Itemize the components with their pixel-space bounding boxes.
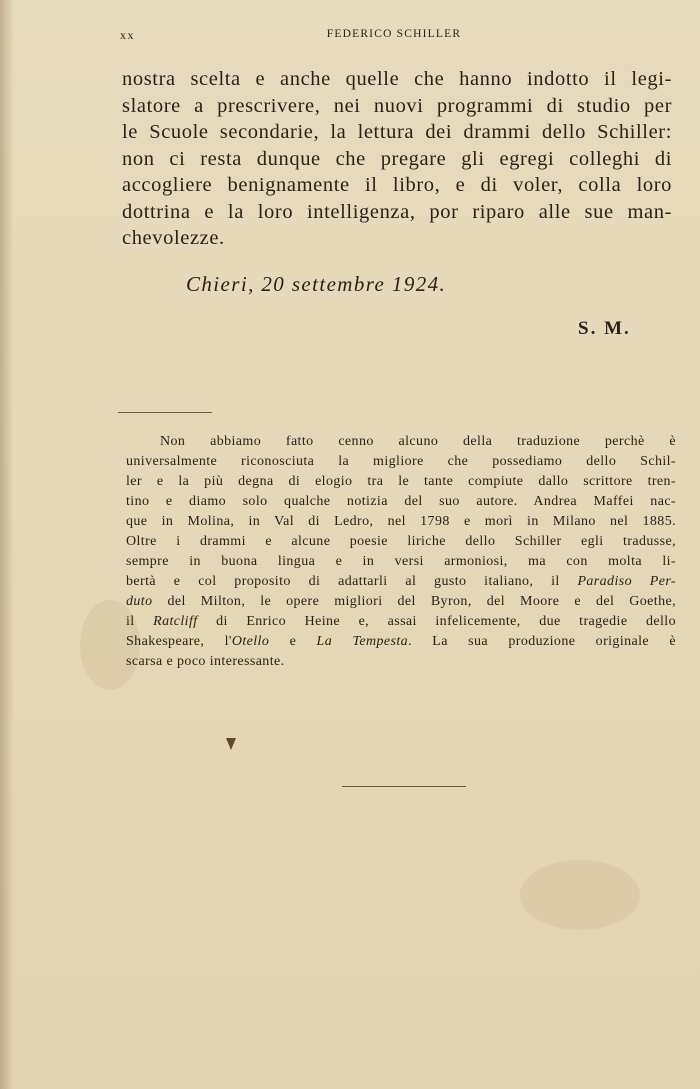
paper-stain <box>520 860 640 930</box>
footnote-line <box>126 632 676 652</box>
footnote-text: scarsa e poco interessante. <box>126 654 285 669</box>
running-title: FEDERICO SCHILLER <box>326 28 462 40</box>
footnote-line <box>126 472 676 492</box>
italic-title: duto <box>126 594 153 609</box>
footnote-text: Oltre i drammi e alcune poesie liriche dello Schiller egli tradusse, <box>126 534 676 549</box>
footnote-line <box>126 492 676 512</box>
footnote-text: Non abbiamo fatto cenno alcuno della traduzione perchè è <box>160 434 676 449</box>
footnote-text: ler e la più degna di elogio tra le tante compiute dallo scrittore tren- <box>126 474 676 489</box>
footnote-line <box>126 552 676 572</box>
italic-title: Ratcliff <box>153 614 198 629</box>
footnote-text: . La sua produzione originale è <box>408 634 676 649</box>
footnote-line <box>126 432 676 452</box>
footnote-rule <box>118 412 212 413</box>
running-head <box>120 28 668 46</box>
body-line: slatore a prescrivere, nei nuovi programmi di studio per <box>122 94 672 117</box>
body-line: accogliere benignamente il libro, e di voler, colla loro <box>122 174 672 196</box>
body-line: le Scuole secondarie, la lettura dei drammi dello Schiller: <box>122 121 672 143</box>
footnote-line <box>126 592 676 612</box>
footnote-text: sempre in buona lingua e in versi armoniosi, ma con molta li- <box>126 554 676 569</box>
italic-title: Paradiso Per- <box>577 574 676 589</box>
footnote-text: e <box>269 634 317 649</box>
body-paragraph <box>122 66 672 252</box>
body-line: dottrina e la loro intelligenza, por riparo alle sue man- <box>122 200 672 223</box>
footnote-text: que in Molina, in Val di Ledro, nel 1798 e morì in Milano nel 1885. <box>126 514 676 529</box>
footnote-text: il <box>126 614 154 629</box>
footnote-line <box>126 612 676 632</box>
signature-initials: S. M. <box>578 318 631 339</box>
footnote-line <box>126 652 676 672</box>
body-line: nostra scelta e anche quelle che hanno indotto il legi- <box>122 68 672 90</box>
footnote-text: di Enrico Heine e, assai infelicemente, due tragedie dello <box>197 614 676 629</box>
footnote-line <box>126 512 676 532</box>
body-line: non ci resta dunque che pregare gli egregi colleghi di <box>122 147 672 170</box>
end-rule <box>342 786 466 787</box>
footnote-line <box>126 452 676 472</box>
page-number: xx <box>120 28 135 42</box>
body-line: chevolezze. <box>122 227 225 249</box>
footnote-line <box>126 572 676 592</box>
footnote-text: del Milton, le opere migliori del Byron, del Moore e del Goethe, <box>152 594 676 609</box>
printer-mark <box>226 738 236 750</box>
footnote-line <box>126 532 676 552</box>
place-date: Chieri, 20 settembre 1924. <box>186 272 447 296</box>
footnote-text: universalmente riconosciuta la migliore che possediamo dello Schil- <box>126 454 676 469</box>
footnote-text: Shakespeare, l' <box>126 634 232 649</box>
gutter-shadow <box>0 0 14 1089</box>
footnote <box>126 432 676 672</box>
footnote-text: bertà e col proposito di adattarli al gusto italiano, il <box>126 574 578 589</box>
footnote-text: tino e diamo solo qualche notizia del suo autore. Andrea Maffei nac- <box>126 494 676 509</box>
italic-title: Otello <box>231 634 270 649</box>
italic-title: La Tempesta <box>316 634 409 649</box>
